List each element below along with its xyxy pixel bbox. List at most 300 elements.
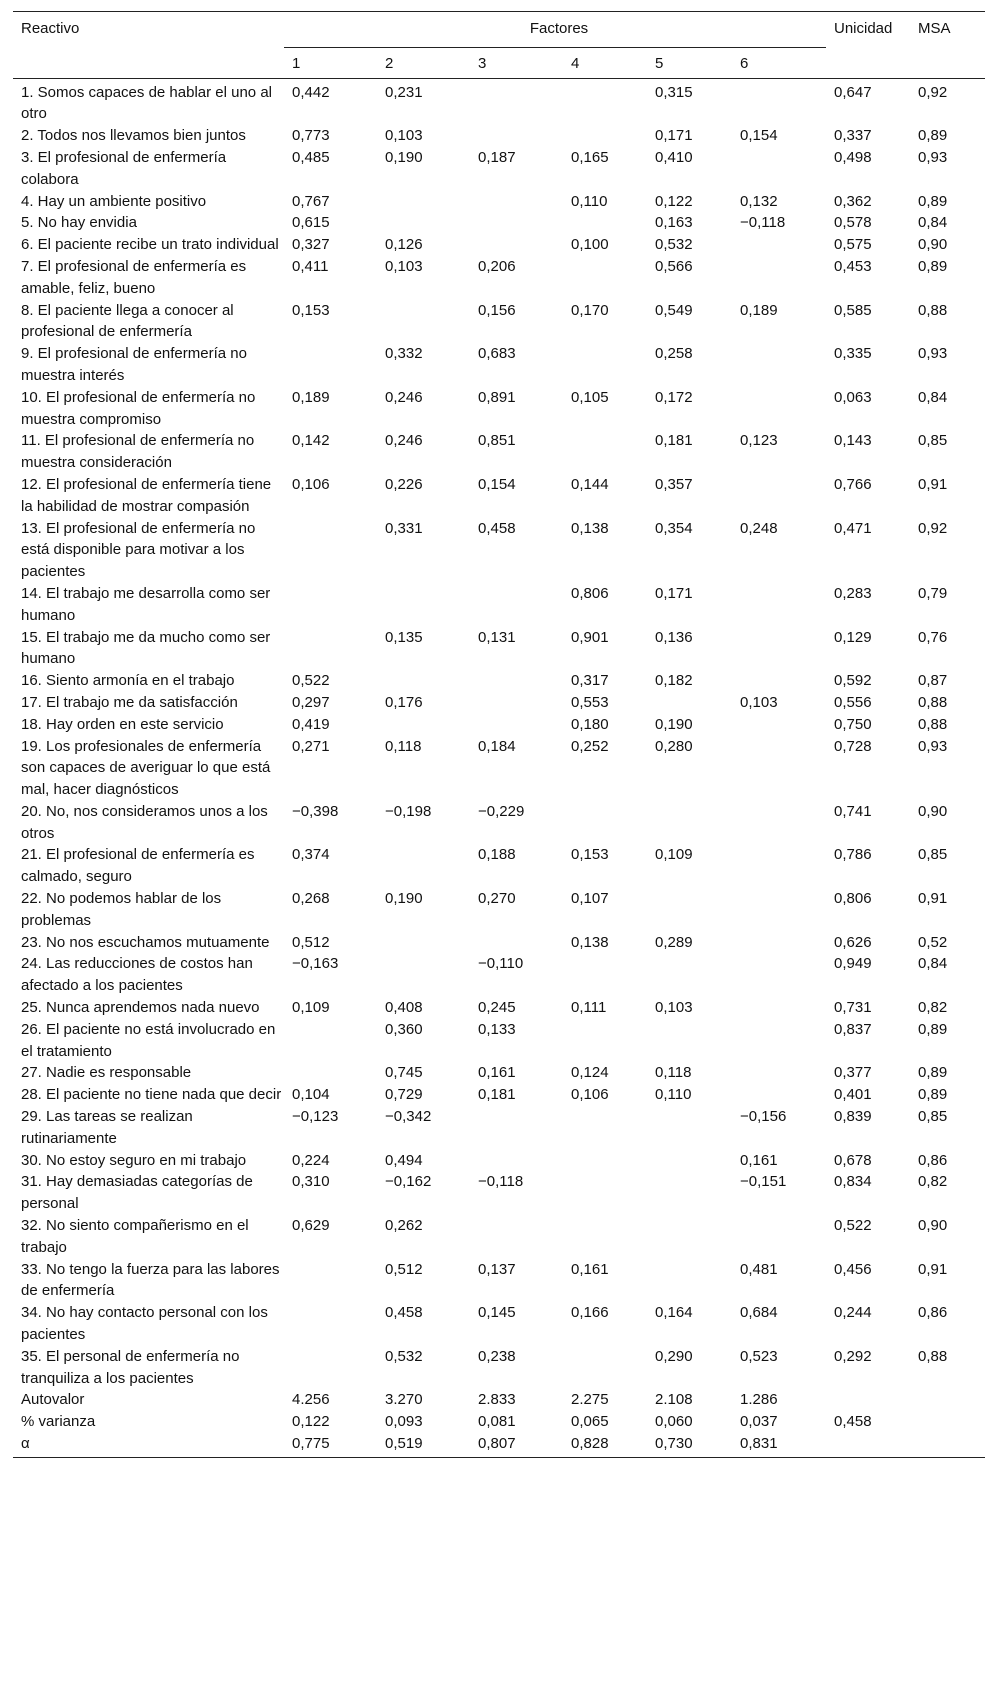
unicidad-value: 0,063: [834, 388, 872, 406]
factor-6-value: −0,151: [740, 1173, 787, 1191]
factor-5-value: 0,136: [655, 628, 693, 646]
row-item-label: 10. El profesional de enfermería no muestra compromiso: [21, 388, 256, 428]
factor-1-value: 0,767: [292, 192, 330, 210]
factor-3-value: 0,807: [478, 1435, 516, 1452]
factor-2-value: 0,745: [385, 1064, 423, 1082]
factor-3-value: 0,458: [478, 519, 516, 537]
factor-1-value: −0,123: [292, 1108, 339, 1126]
unicidad-value: 0,741: [834, 802, 872, 820]
factor-6-value: [732, 1019, 826, 1063]
unicidad-value: 0,456: [834, 1260, 872, 1278]
factor-6-value: [732, 714, 826, 736]
table-row: [13, 1150, 985, 1172]
factor-5-value: 0,354: [655, 519, 693, 537]
factor-2-value: 3.270: [385, 1391, 423, 1409]
factor-6-value: [732, 1062, 826, 1084]
factor-5-value: [647, 1215, 732, 1259]
row-item-label: 29. Las tareas se realizan rutinariamente: [21, 1108, 193, 1147]
row-item-label: 24. Las reducciones de costos han afectado a los pacientes: [21, 955, 253, 995]
row-item-label: 15. El trabajo me da mucho como ser humano: [21, 628, 271, 668]
unicidad-value: 0,335: [834, 345, 872, 363]
unicidad-value: 0,283: [834, 584, 872, 602]
unicidad-value: 0,556: [834, 693, 872, 711]
factor-5-value: [647, 1019, 732, 1063]
factor-3-value: 0,891: [478, 388, 516, 406]
table-row: [13, 430, 985, 474]
factor-1-value: [284, 518, 377, 583]
factor-1-value: 0,374: [292, 846, 330, 864]
factor-3-value: 0,187: [478, 148, 516, 166]
table-row: [13, 1389, 985, 1411]
factor-4-value: 0,153: [571, 846, 609, 864]
factor-3-value: [470, 212, 563, 234]
msa-value: 0,86: [918, 1304, 948, 1322]
factor-5-value: 0,357: [655, 475, 693, 493]
factor-2-value: [377, 191, 470, 213]
table-row: [13, 1062, 985, 1084]
table-row: [13, 191, 985, 213]
factor-6-value: [732, 583, 826, 627]
unicidad-value: [826, 1389, 910, 1411]
factor-6-value: [732, 256, 826, 300]
factor-3-value: 0,184: [478, 737, 516, 755]
factor-6-value: [732, 387, 826, 431]
table-row: [13, 1433, 985, 1457]
table-row: [13, 736, 985, 801]
factor-6-value: 0,037: [740, 1413, 778, 1431]
unicidad-value: 0,647: [834, 83, 872, 101]
header-msa: MSA: [918, 20, 951, 37]
factor-4-value: [563, 1215, 647, 1259]
table-row: [13, 714, 985, 736]
row-item-label: 12. El profesional de enfermería tiene la habilidad de mostrar compasión: [21, 475, 272, 515]
factor-3-value: [470, 125, 563, 147]
factor-4-value: [563, 1019, 647, 1063]
table-row: [13, 627, 985, 671]
factor-1-value: 0,775: [292, 1435, 330, 1452]
unicidad-value: 0,498: [834, 148, 872, 166]
row-item-label: 13. El profesional de enfermería no está disponible para motivar a los pacientes: [21, 519, 256, 581]
factor-3-value: [470, 714, 563, 736]
table-row: [13, 1106, 985, 1150]
factor-1-value: 0,122: [292, 1413, 330, 1431]
row-item-label: Autovalor: [21, 1391, 85, 1409]
factor-5-value: 0,290: [655, 1347, 693, 1365]
msa-value: 0,76: [918, 628, 948, 646]
msa-value: 0,89: [918, 1064, 948, 1082]
factor-5-value: 0,181: [655, 432, 693, 450]
table-row: [13, 125, 985, 147]
factor-6-value: 0,481: [740, 1260, 778, 1278]
msa-value: 0,84: [918, 388, 948, 406]
factor-4-value: [563, 212, 647, 234]
factor-2-value: 0,103: [385, 127, 423, 145]
msa-value: 0,91: [918, 1260, 948, 1278]
msa-value: 0,90: [918, 802, 948, 820]
row-item-label: 31. Hay demasiadas categorías de personal: [21, 1173, 253, 1213]
row-item-label: 33. No tengo la fuerza para las labores de enfermería: [21, 1260, 280, 1300]
msa-value: [910, 1411, 985, 1433]
factor-6-value: [732, 844, 826, 888]
row-item-label: 22. No podemos hablar de los problemas: [21, 890, 222, 929]
factor-2-value: [377, 300, 470, 344]
factor-3-value: [470, 583, 563, 627]
factor-4-value: 0,166: [571, 1304, 609, 1322]
table-row: [13, 1411, 985, 1433]
factor-1-value: 0,327: [292, 236, 330, 254]
factor-6-value: 0,523: [740, 1347, 778, 1365]
unicidad-value: 0,592: [834, 672, 872, 690]
factor-5-value: 0,258: [655, 345, 693, 363]
factor-6-value: 0,103: [740, 693, 778, 711]
unicidad-value: 0,453: [834, 257, 872, 275]
msa-value: 0,88: [918, 301, 948, 319]
factor-1-value: 0,485: [292, 148, 330, 166]
msa-value: 0,89: [918, 1086, 948, 1104]
row-item-label: 7. El profesional de enfermería es amable, feliz, bueno: [21, 257, 247, 297]
factor-4-value: 0,100: [571, 236, 609, 254]
factor-3-value: 0,154: [478, 475, 516, 493]
unicidad-value: 0,244: [834, 1304, 872, 1322]
table-row: [13, 953, 985, 997]
factor-1-value: −0,398: [292, 802, 339, 820]
factor-6-value: [732, 234, 826, 256]
msa-value: [910, 1389, 985, 1411]
factor-6-value: [732, 801, 826, 845]
factor-3-value: 0,156: [478, 301, 516, 319]
header-factor-1: 1: [292, 54, 301, 72]
msa-value: 0,85: [918, 1108, 948, 1126]
factor-5-value: 0,280: [655, 737, 693, 755]
factor-5-value: 0,315: [655, 83, 693, 101]
row-item-label: 32. No siento compañerismo en el trabajo: [21, 1217, 249, 1256]
factor-4-value: 0,065: [571, 1413, 609, 1431]
msa-value: 0,93: [918, 148, 948, 166]
factor-4-value: [563, 78, 647, 125]
factor-1-value: 0,109: [292, 999, 330, 1017]
unicidad-value: 0,585: [834, 301, 872, 319]
unicidad-value: 0,766: [834, 475, 872, 493]
table-row: [13, 212, 985, 234]
factor-4-value: 0,124: [571, 1064, 609, 1082]
header-reactivo: Reactivo: [21, 20, 80, 37]
table-row: [13, 1215, 985, 1259]
factor-3-value: 0,270: [478, 890, 516, 908]
unicidad-value: 0,471: [834, 519, 872, 537]
factor-5-value: 0,410: [655, 148, 693, 166]
factor-2-value: [377, 844, 470, 888]
factor-6-value: −0,118: [740, 214, 786, 232]
factor-3-value: 0,245: [478, 999, 516, 1017]
msa-value: 0,89: [918, 127, 948, 145]
row-item-label: 1. Somos capaces de hablar el uno al otro: [21, 83, 272, 123]
factor-3-value: [470, 1215, 563, 1259]
factor-1-value: 0,104: [292, 1086, 330, 1104]
msa-value: [910, 1433, 985, 1457]
unicidad-value: 0,292: [834, 1347, 872, 1365]
factor-6-value: [732, 1084, 826, 1106]
msa-value: 0,82: [918, 1173, 948, 1191]
factor-1-value: 0,411: [292, 257, 329, 275]
msa-value: 0,92: [918, 519, 948, 537]
factor-5-value: 0,549: [655, 301, 693, 319]
factor-6-value: [732, 343, 826, 387]
factor-2-value: 0,262: [385, 1217, 423, 1235]
factor-6-value: 0,684: [740, 1304, 778, 1322]
factor-2-value: 0,103: [385, 257, 423, 275]
factor-4-value: [563, 953, 647, 997]
factor-6-value: 0,831: [740, 1435, 778, 1452]
factor-4-value: [563, 256, 647, 300]
factor-2-value: [377, 953, 470, 997]
factor-2-value: 0,360: [385, 1020, 423, 1038]
msa-value: 0,52: [918, 933, 948, 951]
factor-3-value: [470, 234, 563, 256]
unicidad-value: 0,750: [834, 715, 872, 733]
msa-value: 0,89: [918, 257, 948, 275]
factor-4-value: 0,806: [571, 584, 609, 602]
unicidad-value: 0,626: [834, 933, 872, 951]
factor-6-value: 0,248: [740, 519, 778, 537]
msa-value: 0,91: [918, 475, 948, 493]
factor-4-value: [563, 343, 647, 387]
header-factores: Factores: [284, 12, 826, 48]
unicidad-value: 0,834: [834, 1173, 872, 1191]
factor-5-value: 0,118: [655, 1064, 692, 1082]
factor-1-value: 0,310: [292, 1173, 330, 1191]
msa-value: 0,93: [918, 345, 948, 363]
msa-value: 0,79: [918, 584, 948, 602]
table-row: [13, 78, 985, 125]
factor-6-value: [732, 78, 826, 125]
factor-2-value: 0,231: [385, 83, 423, 101]
msa-value: 0,90: [918, 236, 948, 254]
factor-2-value: 0,408: [385, 999, 423, 1017]
table-row: [13, 1346, 985, 1390]
row-item-label: % varianza: [21, 1413, 96, 1431]
header-factor-4: 4: [571, 54, 580, 72]
factor-6-value: −0,156: [740, 1108, 787, 1126]
factor-2-value: 0,176: [385, 693, 423, 711]
table-row: [13, 692, 985, 714]
factor-3-value: 0,133: [478, 1020, 516, 1038]
factor-1-value: [284, 1062, 377, 1084]
factor-2-value: [377, 670, 470, 692]
factor-5-value: 0,532: [655, 236, 693, 254]
msa-value: 0,88: [918, 1347, 948, 1365]
msa-value: 0,89: [918, 192, 948, 210]
msa-value: 0,84: [918, 214, 948, 232]
unicidad-value: 0,786: [834, 846, 872, 864]
row-item-label: 34. No hay contacto personal con los pacientes: [21, 1304, 268, 1344]
factor-1-value: [284, 1346, 377, 1390]
header-unicidad: Unicidad: [834, 20, 893, 37]
row-item-label: α: [21, 1435, 30, 1452]
row-item-label: 30. No estoy seguro en mi trabajo: [21, 1151, 247, 1169]
factor-1-value: 0,629: [292, 1217, 330, 1235]
factor-4-value: 0,553: [571, 693, 609, 711]
factor-2-value: −0,162: [385, 1173, 432, 1191]
unicidad-value: 0,377: [834, 1064, 872, 1082]
factor-1-value: 0,522: [292, 672, 330, 690]
table-row: [13, 932, 985, 954]
factor-1-value: 0,142: [292, 432, 330, 450]
factor-6-value: [732, 147, 826, 191]
factor-3-value: 0,081: [478, 1413, 516, 1431]
row-item-label: 19. Los profesionales de enfermería son capaces de averiguar lo que está mal, hacer diagnósticos: [21, 737, 271, 799]
factor-3-value: 0,131: [478, 628, 516, 646]
factor-analysis-table: [13, 11, 985, 1458]
factor-3-value: [470, 670, 563, 692]
factor-3-value: −0,229: [478, 802, 525, 820]
unicidad-value: 0,522: [834, 1217, 872, 1235]
factor-4-value: [563, 1171, 647, 1215]
unicidad-value: 0,839: [834, 1108, 872, 1126]
factor-6-value: [732, 627, 826, 671]
factor-1-value: 0,512: [292, 933, 330, 951]
factor-5-value: 0,190: [655, 715, 693, 733]
factor-2-value: 0,190: [385, 890, 423, 908]
factor-6-value: [732, 736, 826, 801]
factor-4-value: 0,252: [571, 737, 609, 755]
factor-2-value: 0,246: [385, 432, 423, 450]
factor-2-value: 0,494: [385, 1151, 423, 1169]
factor-5-value: [647, 801, 732, 845]
factor-5-value: 0,163: [655, 214, 693, 232]
table-row: [13, 1019, 985, 1063]
unicidad-value: 0,728: [834, 737, 872, 755]
row-item-label: 28. El paciente no tiene nada que decir: [21, 1086, 282, 1104]
unicidad-value: 0,129: [834, 628, 872, 646]
factor-5-value: 0,122: [655, 192, 693, 210]
msa-value: 0,90: [918, 1217, 948, 1235]
table-row: [13, 1084, 985, 1106]
factor-2-value: 0,519: [385, 1435, 423, 1452]
unicidad-value: 0,678: [834, 1151, 872, 1169]
factor-5-value: [647, 1150, 732, 1172]
factor-2-value: [377, 212, 470, 234]
factor-1-value: −0,163: [292, 955, 339, 973]
factor-6-value: 0,161: [740, 1151, 778, 1169]
table-row: [13, 1302, 985, 1346]
table-row: [13, 670, 985, 692]
factor-1-value: [284, 343, 377, 387]
msa-value: 0,82: [918, 999, 948, 1017]
msa-value: 0,89: [918, 1020, 948, 1038]
row-item-label: 8. El paciente llega a conocer al profesional de enfermería: [21, 301, 234, 341]
factor-4-value: 0,138: [571, 519, 609, 537]
msa-value: 0,88: [918, 715, 948, 733]
factor-5-value: [647, 1106, 732, 1150]
factor-4-value: 0,138: [571, 933, 609, 951]
factor-2-value: [377, 932, 470, 954]
table-row: [13, 997, 985, 1019]
msa-value: 0,86: [918, 1151, 948, 1169]
factor-2-value: 0,332: [385, 345, 423, 363]
factor-4-value: 0,110: [571, 192, 608, 210]
msa-value: 0,84: [918, 955, 948, 973]
factor-2-value: 0,532: [385, 1347, 423, 1365]
factor-5-value: 0,172: [655, 388, 693, 406]
factor-1-value: 0,442: [292, 83, 330, 101]
table-row: [13, 474, 985, 518]
table-row: [13, 1171, 985, 1215]
factor-2-value: 0,135: [385, 628, 423, 646]
row-item-label: 35. El personal de enfermería no tranquiliza a los pacientes: [21, 1347, 240, 1387]
row-item-label: 17. El trabajo me da satisfacción: [21, 693, 238, 711]
factor-1-value: 0,268: [292, 890, 330, 908]
factor-5-value: 0,060: [655, 1413, 693, 1431]
factor-1-value: 0,271: [292, 737, 330, 755]
factor-2-value: 0,126: [385, 236, 423, 254]
factor-4-value: 0,111: [571, 999, 607, 1017]
unicidad-value: [826, 1433, 910, 1457]
factor-5-value: 0,182: [655, 672, 693, 690]
factor-3-value: 0,851: [478, 432, 516, 450]
factor-4-value: 0,180: [571, 715, 609, 733]
factor-4-value: [563, 801, 647, 845]
table-row: [13, 343, 985, 387]
factor-5-value: 0,730: [655, 1435, 693, 1452]
msa-value: 0,88: [918, 693, 948, 711]
factor-1-value: 4.256: [292, 1391, 330, 1409]
row-item-label: 25. Nunca aprendemos nada nuevo: [21, 999, 260, 1017]
unicidad-value: 0,575: [834, 236, 872, 254]
msa-value: 0,87: [918, 672, 948, 690]
row-item-label: 9. El profesional de enfermería no muestra interés: [21, 345, 247, 384]
factor-6-value: 0,123: [740, 432, 778, 450]
factor-6-value: 0,132: [740, 192, 778, 210]
factor-3-value: 0,161: [478, 1064, 516, 1082]
factor-5-value: [647, 888, 732, 932]
factor-3-value: −0,110: [478, 955, 524, 973]
row-item-label: 4. Hay un ambiente positivo: [21, 192, 207, 210]
factor-2-value: 0,190: [385, 148, 423, 166]
factor-6-value: [732, 997, 826, 1019]
row-item-label: 2. Todos nos llevamos bien juntos: [21, 127, 246, 145]
table-row: [13, 844, 985, 888]
msa-value: 0,85: [918, 846, 948, 864]
factor-1-value: [284, 1019, 377, 1063]
unicidad-value: 0,949: [834, 955, 872, 973]
header-factor-2: 2: [385, 54, 394, 72]
row-item-label: 5. No hay envidia: [21, 214, 137, 232]
unicidad-value: 0,143: [834, 432, 872, 450]
factor-4-value: [563, 1346, 647, 1390]
factor-2-value: 0,512: [385, 1260, 423, 1278]
factor-4-value: 0,901: [571, 628, 609, 646]
factor-4-value: 2.275: [571, 1391, 609, 1409]
factor-3-value: 0,206: [478, 257, 516, 275]
factor-1-value: 0,153: [292, 301, 330, 319]
factor-2-value: 0,093: [385, 1413, 423, 1431]
table-row: [13, 387, 985, 431]
factor-1-value: [284, 1302, 377, 1346]
table-row: [13, 583, 985, 627]
factor-3-value: [470, 78, 563, 125]
row-item-label: 18. Hay orden en este servicio: [21, 715, 224, 733]
factor-1-value: 0,773: [292, 127, 330, 145]
factor-3-value: [470, 191, 563, 213]
factor-4-value: 0,107: [571, 890, 609, 908]
factor-3-value: [470, 1106, 563, 1150]
msa-value: 0,91: [918, 890, 948, 908]
factor-6-value: [732, 670, 826, 692]
unicidad-value: 0,362: [834, 192, 872, 210]
msa-value: 0,85: [918, 432, 948, 450]
factor-4-value: 0,106: [571, 1086, 609, 1104]
factor-2-value: 0,458: [385, 1304, 423, 1322]
